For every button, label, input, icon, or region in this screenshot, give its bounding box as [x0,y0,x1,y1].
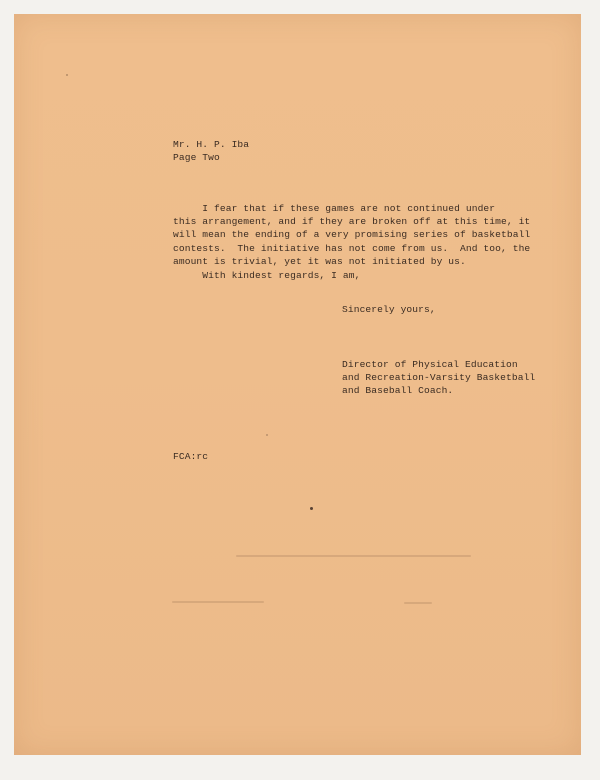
signature-block [342,358,535,398]
bleed-through-mark [172,601,264,603]
bleed-through-mark [404,602,432,604]
body-line: I fear that if these games are not continued under [173,203,496,214]
body-line: contests. The initiative has not come from us. And too, the [173,242,531,254]
signature-line: Director of Physical Education [342,359,518,370]
bleed-through-mark [236,555,471,557]
body-paragraph [173,202,530,268]
recipient-line: Mr. H. P. Iba [173,139,250,150]
signature-line: and Recreation-Varsity Basketball [342,372,536,384]
paper-speck [266,434,268,436]
regards-line: With kindest regards, I am, [173,270,361,281]
address-block [173,138,249,164]
body-line: will mean the ending of a very promising series of basketball [173,229,531,241]
reference-initials: FCA:rc [173,451,209,462]
page-label: Page Two [173,152,220,164]
letter-sheet [14,14,581,755]
paper-speck [310,507,313,510]
signature-line: and Baseball Coach. [342,385,454,397]
paper-speck [66,74,68,76]
body-line: amount is trivial, yet it was not initiated by us. [173,255,466,267]
complimentary-closing: Sincerely yours, [342,304,436,315]
body-line: this arrangement, and if they are broken off at this time, it [173,216,531,228]
